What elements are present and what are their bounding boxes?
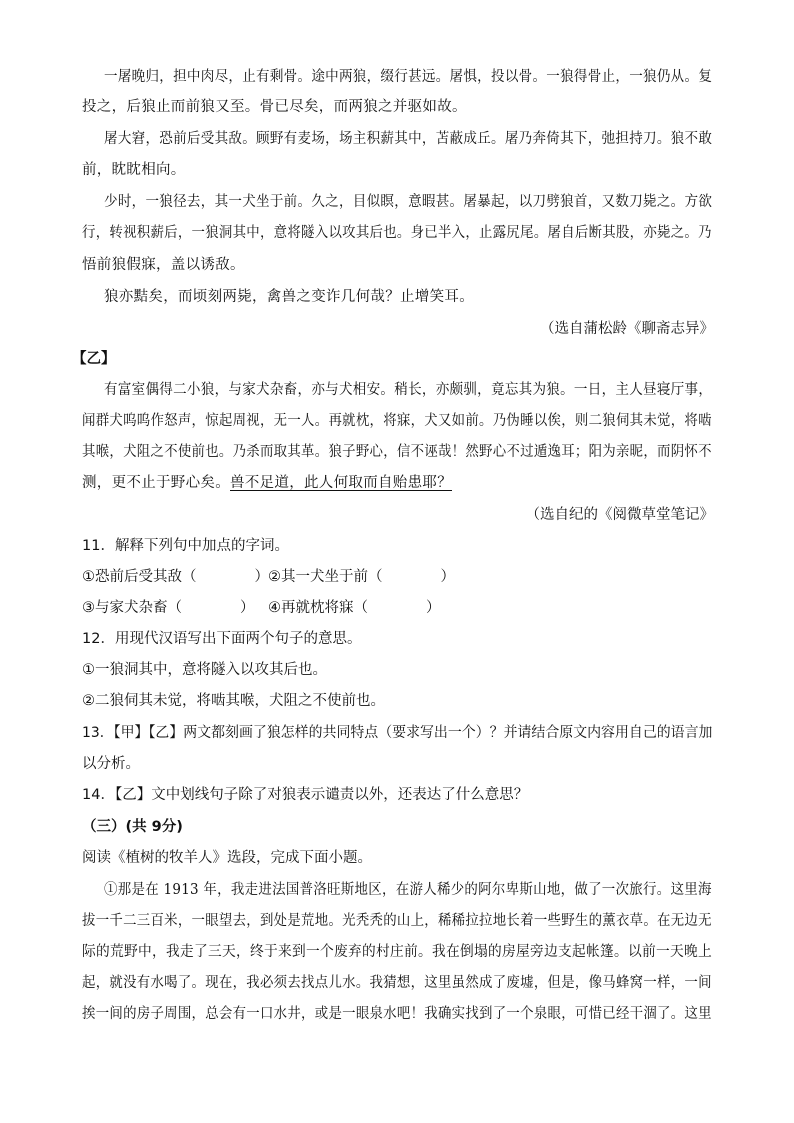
jia-p2-line2: 前，眈眈相向。 (82, 162, 186, 178)
yi-line4-text: 测，更不止于野心矣。 (82, 475, 230, 491)
jia-p1-line1: 一屠晚归，担中肉尽，止有剩骨。途中两狼，缀行甚远。屠惧，投以骨。一狼得骨止，一狼仍从。复 (104, 69, 713, 85)
question-12-a: ①一狼洞其中，意将隧入以攻其后也。 (82, 662, 327, 678)
question-12: 12．用现代汉语写出下面两个句子的意思。 (82, 631, 362, 647)
yi-heading: 【乙】 (72, 351, 116, 367)
yi-source: （选自纪的《阅微草堂笔记》 (525, 507, 714, 523)
section3-heading: （三）(共 9分) (82, 819, 183, 835)
section3-line4: 起，就没有水喝了。现在，我必须去找点儿水。我猜想，这里虽然成了废墟，但是，像马蜂窝一样，一间 (82, 975, 712, 991)
question-13-line2: 以分析。 (82, 756, 140, 772)
jia-p2-line1: 屠大窘，恐前后受其敌。顾野有麦场，场主积薪其中，苫蔽成丘。屠乃奔倚其下，弛担持刀。狼不敢 (104, 131, 713, 147)
yi-line3: 其喉，犬阻之不使前也。乃杀而取其革。狼子野心，信不诬哉！然野心不过遁逸耳；阳为亲昵，而阴怀不 (82, 444, 712, 460)
question-11-a: ①恐前后受其敌（ ） (82, 569, 269, 585)
yi-line4 (82, 474, 452, 492)
question-12-b: ②二狼伺其未觉，将啮其喉，犬阻之不使前也。 (82, 693, 385, 709)
yi-line2: 闻群犬呜呜作怒声，惊起周视，无一人。再就枕，将寐，犬又如前。乃伪睡以俟，则二狼伺其未觉，将啮 (82, 413, 712, 429)
yi-underlined-sentence: 兽不足道，此人何取而自贻患耶？ (230, 475, 452, 491)
jia-p1-line2: 投之，后狼止而前狼又至。骨已尽矣，而两狼之并驱如故。 (82, 99, 467, 115)
section3-line1: ①那是在 1913 年，我走进法国普洛旺斯地区，在游人稀少的阿尔卑斯山地，做了一次旅行。这里海 (104, 882, 712, 898)
jia-source: （选自蒲松龄《聊斋志异》 (540, 321, 714, 337)
question-11-d: ④再就枕将寐（ ） (268, 600, 441, 616)
question-13-line1: 13．【甲】【乙】两文都刻画了狼怎样的共同特点（要求写出一个）？并请结合原文内容用自己的语言加 (82, 725, 713, 741)
jia-p3-line2: 行，转视积薪后，一狼洞其中，意将隧入以攻其后也。身已半入，止露尻尾。屠自后断其股，亦毙之。乃 (82, 225, 712, 241)
section3-line3: 际的荒野中，我走了三天，终于来到一个废弃的村庄前。我在倒塌的房屋旁边支起帐篷。以前一天晚上 (82, 944, 712, 960)
jia-p3-line3: 悟前狼假寐，盖以诱敌。 (82, 257, 245, 273)
section3-line2: 拔一千二三百米，一眼望去，到处是荒地。光秃秃的山上，稀稀拉拉地长着一些野生的薰衣草。在无边无 (82, 913, 712, 929)
jia-p3-line1: 少时，一狼径去，其一犬坐于前。久之，目似瞑，意暇甚。屠暴起，以刀劈狼首，又数刀毙之。方欲 (104, 194, 713, 210)
section3-intro: 阅读《植树的牧羊人》选段，完成下面小题。 (82, 850, 372, 866)
question-11: 11．解释下列句中加点的字词。 (82, 538, 289, 554)
question-11-c: ③与家犬杂畜（ ） (82, 600, 255, 616)
yi-line1: 有富室偶得二小狼，与家犬杂畜，亦与犬相安。稍长，亦颇驯，竟忘其为狼。一日，主人昼寝厅事， (104, 382, 713, 398)
question-14: 14．【乙】文中划线句子除了对狼表示谴责以外，还表达了什么意思？ (82, 787, 529, 803)
question-11-b: ②其一犬坐于前（ ） (268, 569, 455, 585)
jia-p4-line1: 狼亦黠矣，而顷刻两毙，禽兽之变诈几何哉？止增笑耳。 (104, 289, 474, 305)
section3-line5: 挨一间的房子周围，总会有一口水井，或是一眼泉水吧！我确实找到了一个泉眼，可惜已经干涸了。这里 (82, 1006, 712, 1022)
